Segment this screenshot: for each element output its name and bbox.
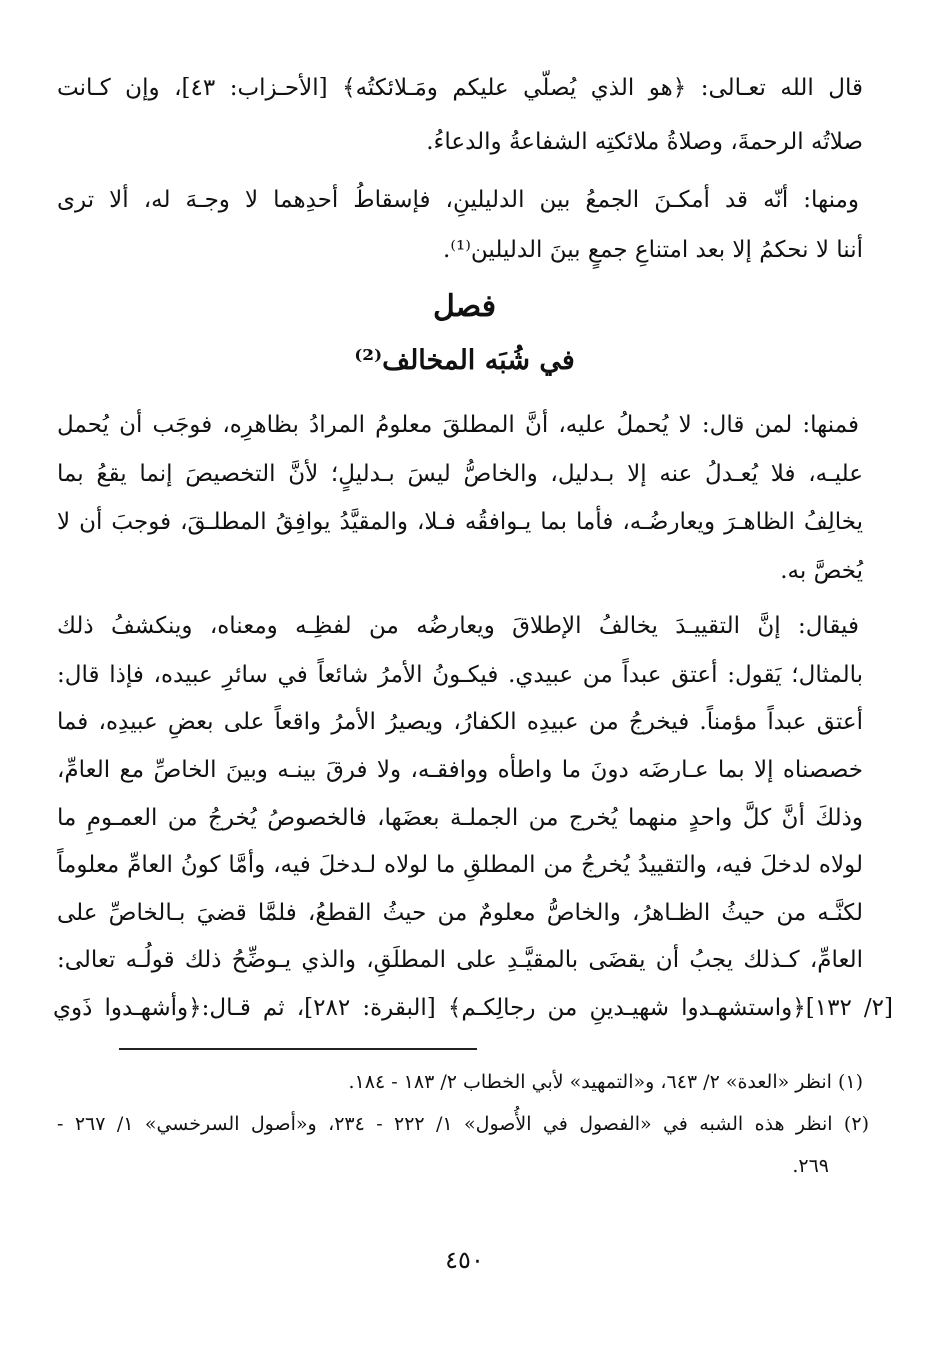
- section-title: فصل: [432, 289, 497, 324]
- footnote-2-line-2: ٢٦٩.: [792, 1155, 829, 1177]
- footnote-2-line-1: (٢) انظر هذه الشبه في «الفصول في الأُصول» ١/ ٢٢٢ - ٢٣٤، و«أصول السرخسي» ١/ ٢٦٧ -: [57, 1113, 869, 1135]
- footnote-1: (١) انظر «العدة» ٢/ ٦٤٣، و«التمهيد» لأبي الخطاب ٢/ ١٨٣ - ١٨٤.: [348, 1071, 863, 1093]
- paragraph-4-line-2: بالمثال؛ يَقول: أعتق عبداً من عبيدي. فيكـونُ الأمرُ شائعاً في سائرِ عبيده، فإذا قال:: [57, 662, 863, 688]
- paragraph-2-line-1: ومنها: أنّه قد أمكـنَ الجمعُ بين الدليلينِ، فإسقاطُ أحدِهما لا وجـهَ له، ألا ترى: [57, 187, 859, 213]
- section-subtitle: في شُبَه المخالف⁽²⁾: [354, 345, 575, 376]
- paragraph-2-line-2: أننا لا نحكمُ إلا بعد امتناعِ جمعٍ بينَ الدليلين⁽¹⁾.: [443, 237, 863, 263]
- footnote-divider: [119, 1048, 477, 1050]
- paragraph-3-line-4: يُخصَّ به.: [780, 558, 863, 584]
- paragraph-4-line-5: وذلكَ أنَّ كلَّ واحدٍ منهما يُخرج من الجملـة بعضَها، فالخصوصُ يُخرجُ من العمـومِ ما: [57, 805, 863, 831]
- paragraph-3-line-2: عليـه، فلا يُعـدلُ عنه إلا بـدليل، والخاصُّ ليسَ بـدليلٍ؛ لأنَّ التخصيصَ إنما يقعُ بما: [57, 461, 863, 487]
- page-number: ٤٥٠: [445, 1246, 484, 1274]
- paragraph-4-line-7: لكنَّـه من حيثُ الظـاهرُ، والخاصُّ معلومٌ من حيثُ القطعُ، فلمَّا قضيَ بـالخاصِّ على: [57, 900, 863, 926]
- paragraph-4-line-1: فيقال: إنَّ التقييـدَ يخالفُ الإطلاقَ ويعارضُه من لفظِـه ومعناه، وينكشفُ ذلك: [57, 613, 859, 639]
- paragraph-3-line-3: يخالِفُ الظاهـرَ ويعارضُـه، فأما بما يـوافقُه فـلا، والمقيَّدُ يوافِقُ المطلـقَ، فوجبَ أن لا: [57, 509, 863, 535]
- paragraph-4-line-8: العامِّ، كـذلك يجبُ أن يقضَى بالمقيَّـدِ على المطلَقِ، والذي يـوضِّحُ ذلك قولُـه تعالى:: [57, 947, 863, 973]
- paragraph-1-line-2: صلاتُه الرحمةَ، وصلاةُ ملائكتِه الشفاعةُ والدعاءُ.: [426, 129, 863, 155]
- paragraph-1-line-1: قال الله تعـالى: ﴿هو الذي يُصلّي عليكم ومَـلائكتُه﴾ [الأحـزاب: ٤٣]، وإن كـانت: [57, 75, 863, 101]
- paragraph-4-line-4: خصصناه إلا بما عـارضَه دونَ ما واطأه ووافقـه، ولا فرقَ بينـه وبينَ الخاصِّ مع العامِّ،: [57, 757, 863, 783]
- paragraph-4-line-3: أعتق عبداً مؤمناً. فيخرجُ من عبيدِه الكفارُ، ويصيرُ الأمرُ واقعاً على بعضِ عبيدِه، فما: [57, 709, 863, 735]
- paragraph-4-line-6: لولاه لدخلَ فيه، والتقييدُ يُخرجُ من المطلقِ ما لولاه لـدخلَ فيه، وأمَّا كونُ العامِّ معلوماً: [57, 852, 863, 878]
- paragraph-3-line-1: فمنها: لمن قال: لا يُحملُ عليه، أنَّ المطلقَ معلومُ المرادُ بظاهرِه، فوجَب أن يُحمل: [57, 412, 859, 438]
- paragraph-4-line-9: [٢/ ١٣٢]﴿واستشهـدوا شهيـدينِ من رجالِكـم﴾ [البقرة: ٢٨٢]، ثم قـال:﴿وأشهـدوا ذَوي: [53, 995, 894, 1021]
